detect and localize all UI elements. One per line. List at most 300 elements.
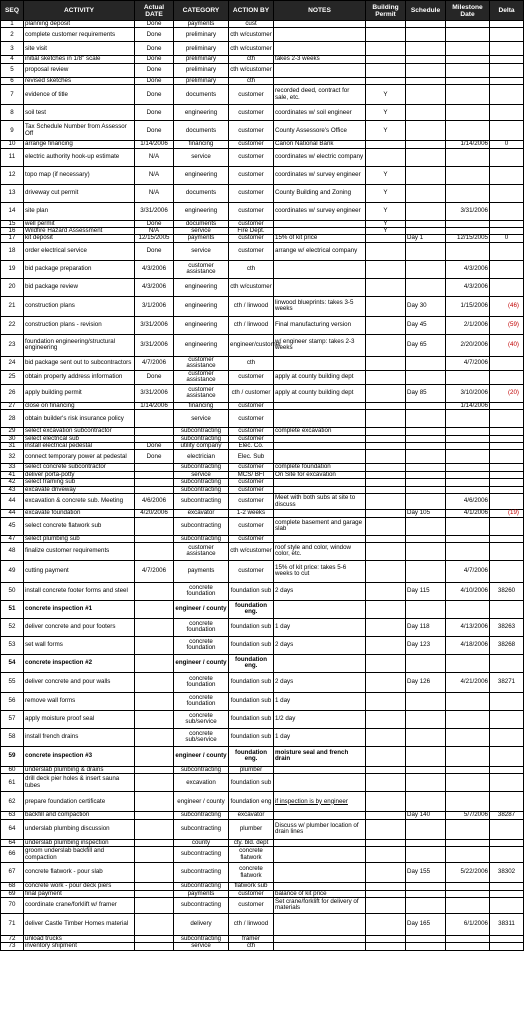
cell-action-by: customer (229, 235, 274, 242)
cell-activity: excavate foundation (24, 510, 135, 517)
cell-activity: topo map (if necessary) (24, 166, 135, 184)
cell-notes: linwood blueprints: takes 3-5 weeks (274, 296, 366, 316)
cell-schedule: Day 45 (406, 316, 446, 334)
table-row (1, 600, 524, 618)
table-row (1, 728, 524, 746)
cell-schedule (406, 220, 446, 227)
cell-milestone-date (446, 479, 490, 486)
cell-category: subcontracting (174, 535, 229, 542)
cell-category: customer assistance (174, 356, 229, 370)
header-milestone-date: Milestone Date (446, 1, 490, 21)
cell-activity: concrete work - pour deck piers (24, 883, 135, 890)
table-row (1, 202, 524, 220)
cell-actual-date: 4/6/2006 (135, 494, 174, 510)
cell-activity: drill deck pier holes & insert sauna tubes (24, 774, 135, 792)
cell-action-by: engineer/customer (229, 334, 274, 356)
cell-notes (274, 935, 366, 942)
table-row (1, 141, 524, 148)
cell-delta (490, 166, 524, 184)
cell-actual-date (135, 410, 174, 428)
header-notes: NOTES (274, 1, 366, 21)
cell-schedule: Day 30 (406, 296, 446, 316)
cell-category: documents (174, 85, 229, 105)
cell-category: subcontracting (174, 517, 229, 535)
cell-category: engineer / county (174, 654, 229, 672)
cell-milestone-date (446, 77, 490, 84)
cell-notes (274, 863, 366, 883)
cell-activity: cutting payment (24, 560, 135, 582)
cell-building-permit (366, 774, 406, 792)
cell-category: electrician (174, 450, 229, 464)
cell-action-by: cth (229, 56, 274, 63)
cell-actual-date (135, 464, 174, 471)
cell-category: subcontracting (174, 428, 229, 435)
cell-category: subcontracting (174, 812, 229, 819)
cell-milestone-date: 12/15/2005 (446, 235, 490, 242)
cell-category: concrete foundation (174, 692, 229, 710)
cell-action-by: customer (229, 535, 274, 542)
cell-action-by: foundation sub (229, 618, 274, 636)
cell-milestone-date (446, 654, 490, 672)
cell-activity: inventory shipment (24, 943, 135, 950)
cell-action-by: foundation sub (229, 582, 274, 600)
cell-milestone-date: 4/13/2006 (446, 618, 490, 636)
cell-activity: select framing sub (24, 479, 135, 486)
table-row (1, 356, 524, 370)
cell-delta (490, 450, 524, 464)
cell-building-permit: Y (366, 228, 406, 235)
cell-building-permit (366, 370, 406, 384)
cell-building-permit (366, 883, 406, 890)
cell-actual-date (135, 672, 174, 692)
cell-building-permit (366, 479, 406, 486)
cell-building-permit (366, 450, 406, 464)
cell-notes: complete excavation (274, 428, 366, 435)
cell-delta (490, 897, 524, 913)
cell-notes (274, 812, 366, 819)
cell-delta (490, 600, 524, 618)
cell-seq: 54 (1, 654, 24, 672)
table-row (1, 847, 524, 863)
cell-activity: construction plans - revision (24, 316, 135, 334)
cell-milestone-date (446, 28, 490, 42)
cell-actual-date: 3/31/2006 (135, 384, 174, 402)
cell-category: subcontracting (174, 464, 229, 471)
cell-actual-date (135, 746, 174, 766)
cell-notes: coordinates w/ survey engineer (274, 166, 366, 184)
cell-notes: 2 days (274, 582, 366, 600)
table-row (1, 839, 524, 846)
cell-seq: 44 (1, 510, 24, 517)
cell-schedule: Day 65 (406, 334, 446, 356)
cell-category: documents (174, 121, 229, 141)
cell-category: subcontracting (174, 883, 229, 890)
cell-notes (274, 486, 366, 493)
cell-notes (274, 28, 366, 42)
cell-milestone-date (446, 428, 490, 435)
cell-category: payments (174, 560, 229, 582)
cell-category: documents (174, 220, 229, 227)
cell-delta (490, 792, 524, 812)
cell-action-by: foundation eng (229, 792, 274, 812)
cell-category: service (174, 242, 229, 260)
cell-seq: 58 (1, 728, 24, 746)
cell-schedule: Day 118 (406, 618, 446, 636)
cell-building-permit (366, 636, 406, 654)
cell-delta (490, 464, 524, 471)
cell-category: engineer / county (174, 600, 229, 618)
cell-category: documents (174, 184, 229, 202)
cell-seq: 22 (1, 316, 24, 334)
table-row (1, 774, 524, 792)
cell-action-by: cth w/customer (229, 63, 274, 77)
header-action-by: ACTION BY (229, 1, 274, 21)
cell-delta (490, 105, 524, 121)
cell-delta (490, 560, 524, 582)
cell-action-by: customer (229, 517, 274, 535)
cell-category: engineering (174, 278, 229, 296)
cell-seq: 53 (1, 636, 24, 654)
cell-activity: concrete inspection #3 (24, 746, 135, 766)
cell-action-by: excavator (229, 812, 274, 819)
cell-building-permit (366, 77, 406, 84)
cell-delta: (46) (490, 296, 524, 316)
cell-building-permit (366, 28, 406, 42)
cell-schedule (406, 148, 446, 166)
cell-seq: 16 (1, 228, 24, 235)
cell-building-permit (366, 486, 406, 493)
cell-actual-date: Done (135, 85, 174, 105)
cell-activity: close on financing (24, 402, 135, 409)
cell-activity: concrete flatwork - pour slab (24, 863, 135, 883)
table-row (1, 42, 524, 56)
cell-actual-date (135, 486, 174, 493)
cell-seq: 69 (1, 890, 24, 897)
cell-seq: 62 (1, 792, 24, 812)
cell-category: financing (174, 141, 229, 148)
cell-actual-date (135, 535, 174, 542)
cell-category: subcontracting (174, 847, 229, 863)
cell-activity: obtain builder's risk insurance policy (24, 410, 135, 428)
cell-actual-date: 4/3/2006 (135, 278, 174, 296)
cell-activity: install french drains (24, 728, 135, 746)
cell-activity: construction plans (24, 296, 135, 316)
cell-action-by: plumber (229, 766, 274, 773)
cell-seq: 47 (1, 535, 24, 542)
table-row (1, 710, 524, 728)
cell-category: engineering (174, 316, 229, 334)
cell-delta (490, 479, 524, 486)
cell-action-by: customer (229, 897, 274, 913)
cell-notes (274, 450, 366, 464)
table-row (1, 913, 524, 935)
cell-seq: 72 (1, 935, 24, 942)
table-row (1, 618, 524, 636)
table-row (1, 494, 524, 510)
cell-seq: 4 (1, 56, 24, 63)
cell-category: customer assistance (174, 384, 229, 402)
cell-actual-date: 3/31/2006 (135, 334, 174, 356)
table-row (1, 296, 524, 316)
cell-notes: w/ engineer stamp: takes 2-3 weeks (274, 334, 366, 356)
cell-building-permit (366, 435, 406, 442)
cell-schedule (406, 28, 446, 42)
cell-delta (490, 121, 524, 141)
cell-activity: excavation & concrete sub. Meeting (24, 494, 135, 510)
cell-actual-date (135, 766, 174, 773)
cell-seq: 30 (1, 435, 24, 442)
cell-notes (274, 356, 366, 370)
cell-notes (274, 883, 366, 890)
table-row (1, 235, 524, 242)
cell-milestone-date: 4/7/2006 (446, 356, 490, 370)
cell-milestone-date (446, 728, 490, 746)
cell-notes: coordinates w/ electric company (274, 148, 366, 166)
cell-milestone-date (446, 435, 490, 442)
cell-action-by: cth w/customer (229, 42, 274, 56)
table-row (1, 121, 524, 141)
cell-category: customer assistance (174, 542, 229, 560)
cell-actual-date: Done (135, 63, 174, 77)
cell-action-by: foundation eng. (229, 600, 274, 618)
cell-schedule (406, 370, 446, 384)
cell-category: engineering (174, 334, 229, 356)
cell-building-permit (366, 897, 406, 913)
cell-actual-date (135, 654, 174, 672)
cell-schedule (406, 728, 446, 746)
table-row (1, 334, 524, 356)
cell-action-by: cth / linwood (229, 316, 274, 334)
cell-milestone-date (446, 443, 490, 450)
table-body (1, 21, 524, 951)
cell-delta (490, 494, 524, 510)
cell-action-by: cth (229, 943, 274, 950)
cell-building-permit (366, 618, 406, 636)
cell-category: delivery (174, 913, 229, 935)
cell-seq: 51 (1, 600, 24, 618)
cell-notes (274, 42, 366, 56)
cell-building-permit (366, 766, 406, 773)
cell-activity: well permit (24, 220, 135, 227)
table-row (1, 692, 524, 710)
cell-schedule (406, 542, 446, 560)
cell-seq: 25 (1, 370, 24, 384)
cell-seq: 48 (1, 542, 24, 560)
table-row (1, 582, 524, 600)
cell-actual-date: 3/1/2006 (135, 296, 174, 316)
cell-building-permit: Y (366, 166, 406, 184)
cell-action-by: customer (229, 402, 274, 409)
cell-milestone-date (446, 450, 490, 464)
cell-action-by: customer (229, 202, 274, 220)
cell-activity: apply building permit (24, 384, 135, 402)
cell-schedule (406, 184, 446, 202)
cell-seq: 14 (1, 202, 24, 220)
cell-category: county (174, 839, 229, 846)
cell-category: concrete foundation (174, 582, 229, 600)
cell-category: subcontracting (174, 819, 229, 839)
cell-notes (274, 913, 366, 935)
cell-category: concrete sub/service (174, 728, 229, 746)
cell-delta (490, 847, 524, 863)
cell-delta: 38311 (490, 913, 524, 935)
cell-schedule (406, 56, 446, 63)
cell-milestone-date: 3/31/2006 (446, 202, 490, 220)
cell-delta (490, 535, 524, 542)
cell-delta (490, 260, 524, 278)
cell-category: service (174, 471, 229, 478)
cell-action-by: cth / customer (229, 384, 274, 402)
cell-delta (490, 410, 524, 428)
cell-schedule (406, 535, 446, 542)
cell-category: preliminary (174, 56, 229, 63)
cell-seq: 32 (1, 450, 24, 464)
cell-notes: moisture seal and french drain (274, 746, 366, 766)
cell-notes: takes 2-3 weeks (274, 56, 366, 63)
cell-action-by: cth (229, 260, 274, 278)
cell-seq: 55 (1, 672, 24, 692)
cell-notes: Discuss w/ plumber location of drain lines (274, 819, 366, 839)
cell-schedule (406, 77, 446, 84)
cell-activity: driveway cut permit (24, 184, 135, 202)
cell-building-permit (366, 141, 406, 148)
table-row (1, 148, 524, 166)
cell-seq: 24 (1, 356, 24, 370)
cell-category: concrete sub/service (174, 710, 229, 728)
cell-delta (490, 148, 524, 166)
table-row (1, 184, 524, 202)
cell-actual-date: Done (135, 450, 174, 464)
table-row (1, 535, 524, 542)
cell-activity: concrete inspection #1 (24, 600, 135, 618)
cell-notes (274, 410, 366, 428)
cell-milestone-date (446, 242, 490, 260)
cell-schedule: Day 126 (406, 672, 446, 692)
cell-building-permit (366, 510, 406, 517)
table-row (1, 410, 524, 428)
cell-actual-date: Done (135, 56, 174, 63)
cell-seq: 70 (1, 897, 24, 913)
cell-notes: Meet with both subs at site to discuss (274, 494, 366, 510)
cell-action-by: cth (229, 77, 274, 84)
cell-activity: coordinate crane/forklift w/ framer (24, 897, 135, 913)
cell-schedule (406, 428, 446, 435)
cell-seq: 26 (1, 384, 24, 402)
cell-schedule (406, 85, 446, 105)
cell-activity: backfill and compaction (24, 812, 135, 819)
cell-seq: 11 (1, 148, 24, 166)
cell-delta (490, 278, 524, 296)
cell-milestone-date (446, 184, 490, 202)
cell-schedule (406, 710, 446, 728)
cell-delta (490, 77, 524, 84)
cell-category: excavator (174, 510, 229, 517)
cell-action-by: foundation eng. (229, 654, 274, 672)
cell-actual-date (135, 582, 174, 600)
header-schedule: Schedule (406, 1, 446, 21)
table-row (1, 935, 524, 942)
cell-schedule (406, 486, 446, 493)
cell-schedule (406, 202, 446, 220)
cell-delta (490, 654, 524, 672)
cell-category: engineering (174, 202, 229, 220)
cell-activity: underslab plumbing discussion (24, 819, 135, 839)
cell-category: payments (174, 235, 229, 242)
cell-schedule (406, 517, 446, 535)
cell-milestone-date: 4/7/2006 (446, 560, 490, 582)
cell-category: preliminary (174, 63, 229, 77)
cell-category: service (174, 410, 229, 428)
cell-delta (490, 202, 524, 220)
cell-delta: (19) (490, 510, 524, 517)
cell-schedule (406, 356, 446, 370)
header-building-permit: Building Permit (366, 1, 406, 21)
cell-milestone-date (446, 766, 490, 773)
cell-delta: 38263 (490, 618, 524, 636)
cell-delta (490, 839, 524, 846)
cell-milestone-date (446, 890, 490, 897)
cell-seq: 12 (1, 166, 24, 184)
cell-action-by: customer (229, 242, 274, 260)
cell-action-by: cust (229, 21, 274, 28)
cell-seq: 57 (1, 710, 24, 728)
cell-milestone-date (446, 839, 490, 846)
cell-delta (490, 428, 524, 435)
cell-actual-date (135, 890, 174, 897)
cell-delta (490, 710, 524, 728)
cell-building-permit (366, 672, 406, 692)
cell-milestone-date (446, 21, 490, 28)
cell-seq: 44 (1, 494, 24, 510)
table-row (1, 242, 524, 260)
cell-notes: balance of kit price (274, 890, 366, 897)
cell-schedule: Day 1 (406, 235, 446, 242)
cell-seq: 41 (1, 471, 24, 478)
cell-delta (490, 890, 524, 897)
cell-actual-date (135, 774, 174, 792)
cell-schedule (406, 105, 446, 121)
cell-actual-date (135, 913, 174, 935)
cell-seq: 23 (1, 334, 24, 356)
cell-schedule (406, 141, 446, 148)
cell-milestone-date: 4/18/2006 (446, 636, 490, 654)
cell-actual-date (135, 479, 174, 486)
cell-actual-date: 1/14/2006 (135, 141, 174, 148)
cell-building-permit (366, 63, 406, 77)
cell-seq: 1 (1, 21, 24, 28)
cell-notes: 1 day (274, 618, 366, 636)
cell-delta (490, 746, 524, 766)
cell-milestone-date (446, 746, 490, 766)
cell-building-permit (366, 913, 406, 935)
cell-seq: 61 (1, 774, 24, 792)
cell-category: subcontracting (174, 486, 229, 493)
cell-activity: site visit (24, 42, 135, 56)
cell-building-permit (366, 542, 406, 560)
cell-building-permit (366, 692, 406, 710)
cell-delta (490, 766, 524, 773)
cell-schedule (406, 242, 446, 260)
cell-delta (490, 692, 524, 710)
cell-seq: 6 (1, 77, 24, 84)
cell-notes (274, 510, 366, 517)
cell-building-permit (366, 296, 406, 316)
cell-schedule (406, 479, 446, 486)
cell-delta (490, 56, 524, 63)
table-row (1, 812, 524, 819)
cell-actual-date (135, 863, 174, 883)
cell-category: subcontracting (174, 766, 229, 773)
